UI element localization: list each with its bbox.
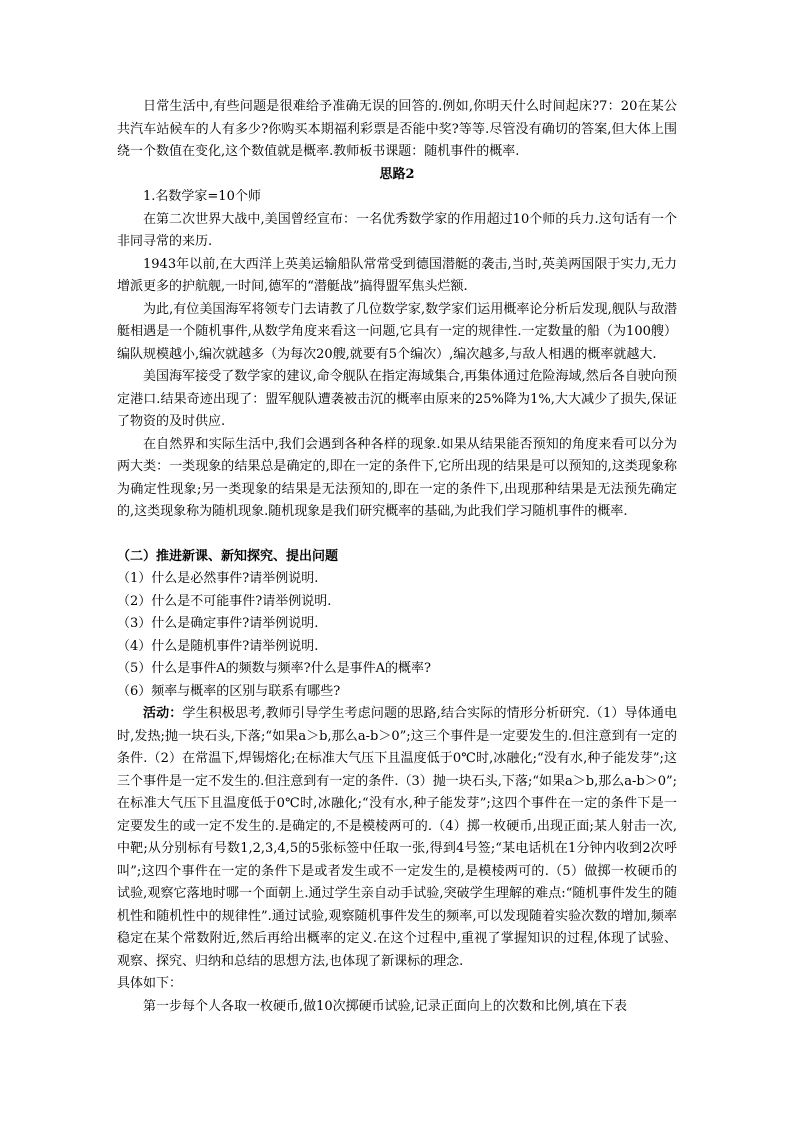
paragraph-ww2: 在第二次世界大战中,美国曾经宣布：一名优秀数学家的作用超过10个师的兵力.这句话有一个非同寻常的来历. [117,211,677,249]
question-item: （2）什么是不可能事件?请举例说明. [117,593,332,609]
question-item: （4）什么是随机事件?请举例说明. [117,638,319,654]
activity-label: 活动： [143,706,183,721]
section-heading-approach-2: 思路2 [379,166,415,182]
intro-paragraph: 日常生活中,有些问题是很难给予准确无误的回答的.例如,你明天什么时间起床?7：20在某公共汽车站候车的人有多少?你购买本期福利彩票是否能中奖?等等.尽管没有确切的答案,但大体上围绕一个数值在变化,这个数值就是概率.教师板书课题：随机事件的概率. [117,99,677,159]
activity-text: 学生积极思考,教师引导学生考虑问题的思路,结合实际的情形分析研究.（1）导体通电时,发热;抛一块石头,下落;“如果a＞b,那么a-b＞0”;这三个事件是一定要发生的.但注意到有一定的条件.（2）在常温下,焊锡熔化;在标准大气压下且温度低于0℃时,冰融化;“没有水,种子能发芽”;这三个事件是一定不发生的.但注意到有一定的条件.（3）抛一块石头,下落;“如果a＞b,那么a-b＞0”;在标准大气压下且温度低于0℃时,冰融化;“没有水,种子能发芽”;这四个事件在一定的条件下是一定要发生的或一定不发生的.是确定的,不是模棱两可的.（4）掷一枚硬币,出现正面;某人射击一次,中靶;从分别标有号数1,2,3,4,5的5张标签中任取一张,得到4号签;“某电话机在1分钟内收到2次呼叫”;这四个事件在一定的条件下是或者发生或不一定发生的,是模棱两可的.（5）做掷一枚硬币的试验,观察它落地时哪一个面朝上.通过学生亲自动手试验,突破学生理解的难点:“随机事件发生的随机性和随机性中的规律性”.通过试验,观察随机事件发生的频率,可以发现随着实验次数的增加,频率稳定在某个常数附近,然后再给出概率的定义.在这个过程中,重视了掌握知识的过程,体现了试验、观察、探究、归纳和总结的思想方法,也体现了新课标的理念. [117,706,677,969]
question-item: （5）什么是事件A的频数与频率?什么是事件A的概率? [117,661,431,676]
paragraph-phenomena: 在自然界和实际生活中,我们会遇到各种各样的现象.如果从结果能否预知的角度来看可以分为两大类：一类现象的结果总是确定的,即在一定的条件下,它所出现的结果是可以预知的,这类现象称为确定性现象;另一类现象的结果是无法预知的,即在一定的条件下,出现那种结果是无法预先确定的,这类现象称为随机现象.随机现象是我们研究概率的基础,为此我们学习随机事件的概率. [117,436,677,519]
question-item: （6）频率与概率的区别与联系有哪些? [117,683,341,699]
paragraph-navy-consult: 为此,有位美国海军将领专门去请教了几位数学家,数学家们运用概率论分析后发现,舰队与敌潜艇相遇是一个随机事件,从数学角度来看这一问题,它具有一定的规律性.一定数量的船（为100艘）编队规模越小,编次就越多（为每次20艘,就要有5个编次）,编次越多,与敌人相遇的概率就越大. [117,301,677,362]
subheading-mathematician: 1.名数学家=10个师 [143,189,261,204]
activity-paragraph [117,703,677,973]
document-body [117,96,677,1018]
spacer [117,524,677,546]
step-one-paragraph: 第一步每个人各取一枚硬币,做10次掷硬币试验,记录正面向上的次数和比例,填在下表 [143,998,627,1014]
paragraph-1943: 1943年以前,在大西洋上英美运输船队常常受到德国潜艇的袭击,当时,英美两国限于实力,无力增派更多的护航舰,一时间,德军的“潜艇战”搞得盟军焦头烂额. [117,256,677,294]
detail-line: 具体如下： [117,976,183,991]
question-item: （3）什么是确定事件?请举例说明. [117,616,319,631]
section-heading-new-lesson: （二）推进新课、新知探究、提出问题 [117,548,339,564]
paragraph-result: 美国海军接受了数学家的建议,命令舰队在指定海域集合,再集体通过危险海域,然后各自驶向预定港口.结果奇迹出现了：盟军舰队遭袭被击沉的概率由原来的25%降为1%,大大减少了损失,保证了物资的及时供应. [117,369,677,429]
question-item: （1）什么是必然事件?请举例说明. [117,571,319,586]
